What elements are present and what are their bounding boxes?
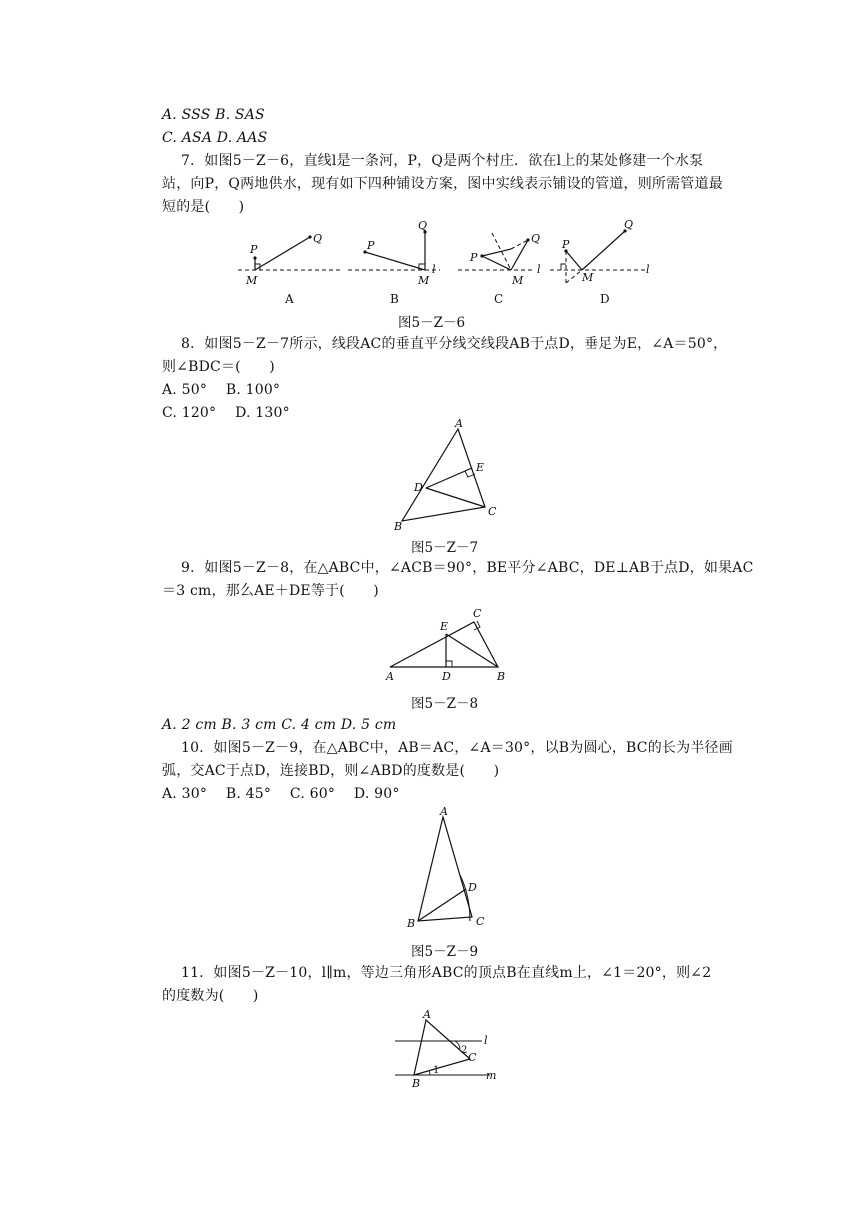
label-p: P <box>250 243 258 256</box>
figure-5-z-6 <box>230 215 670 310</box>
q7-text-line2: 站，向P，Q两地供水，现有如下四种铺设方案，图中实线表示铺设的管道，则所需管道最 <box>162 176 723 192</box>
label-b: B <box>394 520 403 533</box>
q6-options-line2: C. ASA D. AAS <box>162 130 268 146</box>
label-a: A <box>386 670 394 683</box>
label-q: Q <box>418 219 428 232</box>
label-q: Q <box>624 218 634 231</box>
label-a: A <box>423 1008 431 1021</box>
q7-text-line3: 短的是( ) <box>162 199 245 215</box>
figure-caption-5-z-8: 图5－Z－8 <box>411 696 479 712</box>
label-p: P <box>562 238 570 251</box>
figure-panel-d <box>550 218 650 306</box>
figure-5-z-9 <box>400 805 500 935</box>
q10-text-line2: 弧，交AC于点D，连接BD，则∠ABD的度数是( ) <box>162 763 500 779</box>
figure-caption-5-z-6: 图5－Z－6 <box>398 315 466 331</box>
q7-text-line1: 7．如图5－Z－6，直线l是一条河，P，Q是两个村庄．欲在l上的某处修建一个水泵 <box>181 153 704 169</box>
q6-options-line1: A. SSS B. SAS <box>162 107 265 123</box>
figure-5-z-8 <box>380 605 520 685</box>
label-l: l <box>484 1034 488 1047</box>
figure-panel-a <box>238 232 340 306</box>
label-q: Q <box>531 232 541 245</box>
q8-options-line2: C. 120° D. 130° <box>162 405 290 421</box>
panel-label-d: D <box>600 292 610 306</box>
figure-caption-5-z-9: 图5－Z－9 <box>411 944 479 960</box>
q9-options: A. 2 cm B. 3 cm C. 4 cm D. 5 cm <box>162 717 397 733</box>
label-p: P <box>470 251 478 264</box>
label-d: D <box>468 881 477 894</box>
q11-text-line1: 11．如图5－Z－10，l∥m，等边三角形ABC的顶点B在直线m上，∠1＝20°，则∠2 <box>181 965 712 981</box>
label-m: M <box>246 274 258 287</box>
angle-2-label: 2 <box>461 1045 468 1056</box>
label-l: l <box>432 263 436 276</box>
angle-1-label: 1 <box>433 1065 440 1076</box>
q9-text-line2: ＝3 cm，那么AE＋DE等于( ) <box>162 583 379 599</box>
label-l: l <box>537 263 541 276</box>
q8-text-line2: 则∠BDC＝( ) <box>162 359 275 375</box>
label-a: A <box>440 805 448 818</box>
label-b: B <box>407 917 416 930</box>
figure-5-z-7 <box>380 415 520 535</box>
label-b: B <box>412 1077 421 1090</box>
label-c: C <box>468 1051 477 1064</box>
label-m: m <box>486 1069 497 1082</box>
label-q: Q <box>313 232 323 245</box>
figure-panel-b <box>348 219 440 306</box>
label-c: C <box>473 607 482 620</box>
label-d: D <box>414 481 423 494</box>
label-m: M <box>418 274 430 287</box>
label-m: M <box>512 274 524 287</box>
q8-options-line1: A. 50° B. 100° <box>162 382 281 398</box>
label-b: B <box>497 670 506 683</box>
label-a: A <box>455 417 463 430</box>
q11-text-line2: 的度数为( ) <box>162 988 259 1004</box>
label-c: C <box>476 915 485 928</box>
panel-label-b: B <box>390 292 399 306</box>
q10-options: A. 30° B. 45° C. 60° D. 90° <box>162 786 400 802</box>
figure-panel-c <box>458 232 541 306</box>
label-d: D <box>442 670 451 683</box>
figure-caption-5-z-7: 图5－Z－7 <box>411 540 479 556</box>
panel-label-a: A <box>285 292 294 306</box>
label-l: l <box>646 263 650 276</box>
label-e: E <box>440 620 449 633</box>
label-m: M <box>582 271 594 284</box>
q9-text-line1: 9．如图5－Z－8，在△ABC中，∠ACB＝90°，BE平分∠ABC，DE⊥AB于点D，如果AC <box>181 560 754 576</box>
label-e: E <box>476 461 485 474</box>
label-p: P <box>367 239 375 252</box>
q8-text-line1: 8．如图5－Z－7所示，线段AC的垂直平分线交线段AB于点D，垂足为E，∠A＝50°， <box>181 336 728 352</box>
panel-label-c: C <box>494 292 504 306</box>
label-c: C <box>488 505 497 518</box>
figure-5-z-10 <box>390 1005 510 1095</box>
q10-text-line1: 10．如图5－Z－9，在△ABC中，AB＝AC，∠A＝30°，以B为圆心，BC的长为半径画 <box>181 740 733 756</box>
